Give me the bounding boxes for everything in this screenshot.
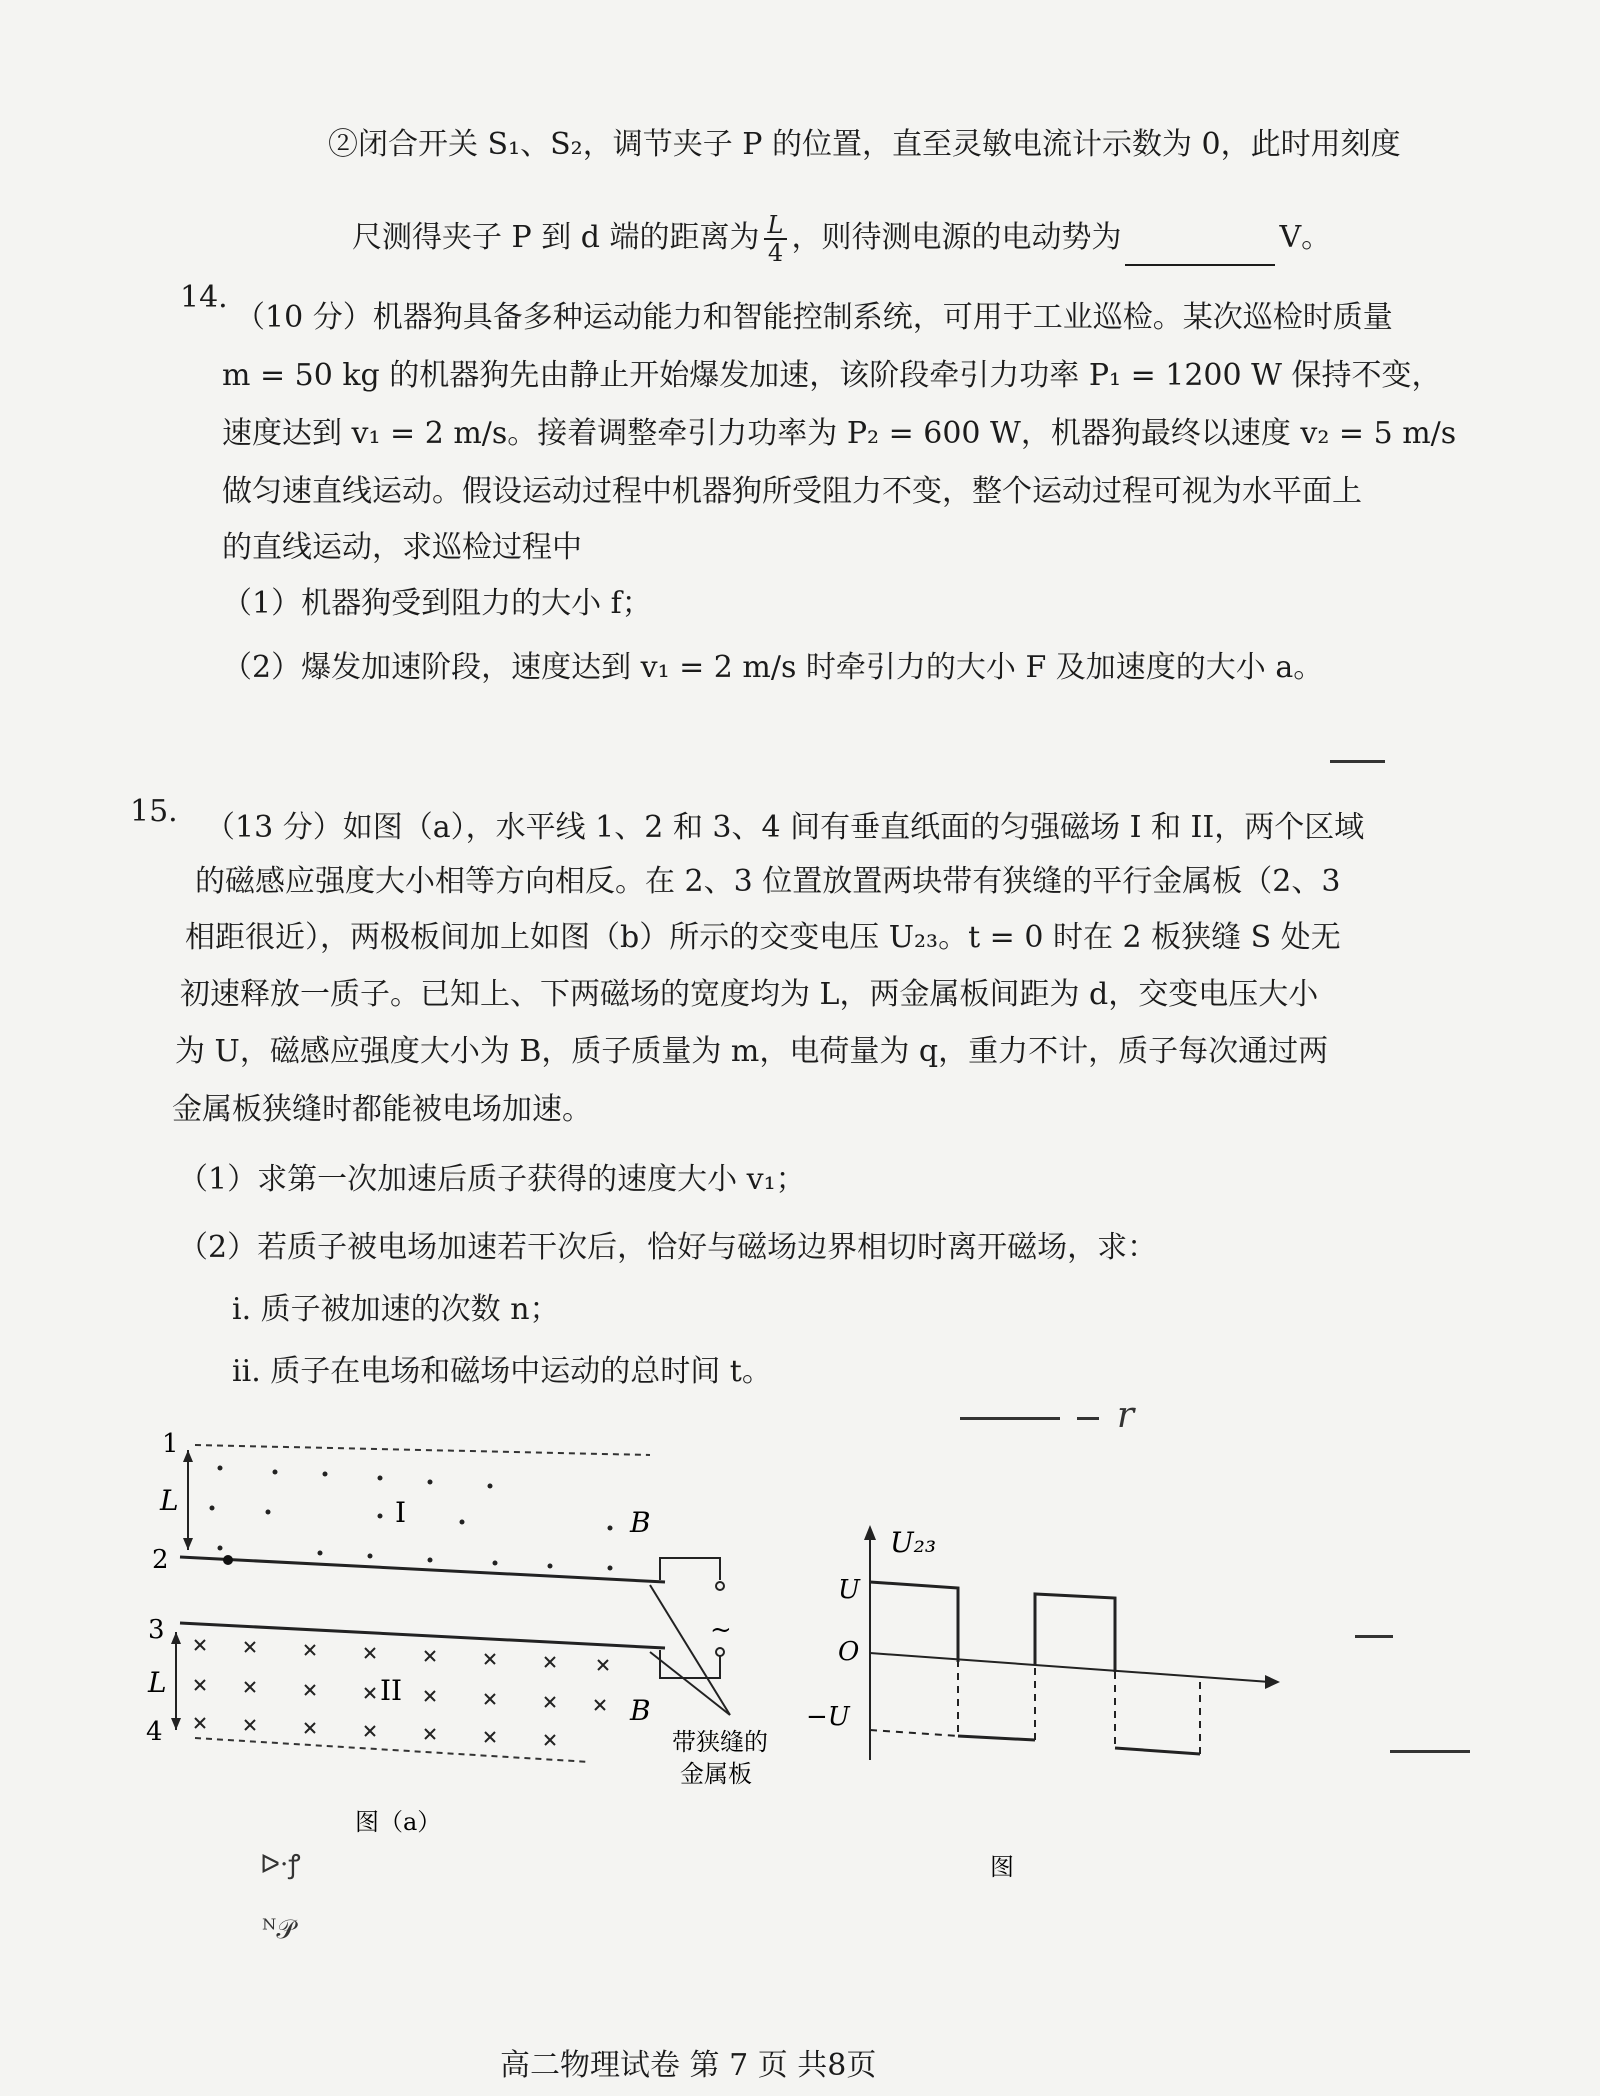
terminal-icon [716, 1648, 724, 1656]
handwritten-stroke [1077, 1417, 1099, 1420]
label-line-1: 1 [162, 1429, 179, 1459]
q13-step2-line1: ②闭合开关 S₁、S₂，调节夹子 P 的位置，直至灵敏电流计示数为 0，此时用刻度 [328, 127, 1401, 162]
handwritten-note: ᐅ·ꝭ [260, 1850, 301, 1880]
boundary-line-1 [195, 1445, 650, 1455]
plate-caption-2: 金属板 [680, 1760, 752, 1788]
handwritten-r: r [1116, 1395, 1135, 1436]
field-dots-out-of-page [210, 1466, 613, 1571]
region-ii-label: II [380, 1674, 403, 1707]
handwritten-note: ᴺ𝒫 [262, 1915, 296, 1945]
margin-dash [1355, 1635, 1393, 1638]
label-line-2: 2 [152, 1545, 169, 1575]
boundary-line-4 [195, 1738, 590, 1762]
q14-line: 的直线运动，求巡检过程中 [222, 530, 582, 565]
q15-number: 15. [130, 794, 178, 829]
x-axis [870, 1653, 1270, 1682]
q15-line: 初速释放一质子。已知上、下两磁场的宽度均为 L，两金属板间距为 d，交变电压大小 [180, 977, 1319, 1012]
page-footer: 高二物理试卷 第 7 页 共8页 [500, 2048, 877, 2083]
figure-b-caption: 图 [990, 1853, 1014, 1881]
terminal-icon [716, 1582, 724, 1590]
answer-blank[interactable] [1125, 234, 1275, 266]
q13-text-a: 尺测得夹子 P 到 d 端的距离为 [352, 220, 760, 255]
wire-top [660, 1558, 720, 1580]
figure-b-graph [790, 1510, 1310, 1890]
q13-text-b: ，则待测电源的电动势为 [791, 220, 1122, 255]
arrowhead-icon [171, 1718, 181, 1730]
neg-u-guide [870, 1730, 958, 1736]
tick-label-u: U [838, 1575, 860, 1605]
slit-s-dot [223, 1555, 233, 1565]
q15-line: 金属板狭缝时都能被电场加速。 [172, 1092, 592, 1127]
q15-part1: （1）求第一次加速后质子获得的速度大小 v₁； [178, 1162, 806, 1197]
tick-label-o: O [838, 1637, 860, 1667]
q15-part2-ii: ii. 质子在电场和磁场中运动的总时间 t。 [232, 1354, 772, 1389]
q14-line: 速度达到 v₁ = 2 m/s。接着调整牵引力功率为 P₂ = 600 W，机器狗最终以速度 v₂ = 5 m/s [222, 416, 1457, 451]
arrowhead-icon [183, 1450, 193, 1462]
q14-line: （10 分）机器狗具备多种运动能力和智能控制系统，可用于工业巡检。某次巡检时质量 [235, 300, 1393, 335]
handwritten-stroke [960, 1417, 1060, 1420]
q15-line: （13 分）如图（a），水平线 1、2 和 3、4 间有垂直纸面的匀强磁场 I 和 II，两个区域 [205, 810, 1365, 845]
figure-a-caption: 图（a） [355, 1808, 442, 1836]
margin-dash [1330, 760, 1385, 763]
q15-line: 的磁感应强度大小相等方向相反。在 2、3 位置放置两块带有狭缝的平行金属板（2、3 [195, 864, 1341, 899]
fraction-numerator: L [764, 212, 788, 240]
q14-line: m = 50 kg 的机器狗先由静止开始爆发加速，该阶段牵引力功率 P₁ = 1200 W 保持不变， [222, 358, 1442, 393]
square-wave-pulse-2 [958, 1736, 1035, 1740]
arrowhead-icon [183, 1538, 193, 1550]
q15-line: 为 U，磁感应强度大小为 B，质子质量为 m，电荷量为 q，重力不计，质子每次通过两 [175, 1034, 1329, 1069]
wire-bottom [660, 1650, 720, 1678]
q13-step2-line2 [352, 212, 1331, 266]
figure-a-diagram [140, 1420, 780, 1840]
figure-a [140, 1420, 780, 1840]
label-line-3: 3 [148, 1615, 165, 1645]
y-axis-arrow-icon [864, 1525, 876, 1540]
width-label-bottom: L [148, 1666, 167, 1699]
label-line-4: 4 [146, 1717, 163, 1747]
y-axis-label: U₂₃ [890, 1526, 937, 1559]
field-label-bottom: B [630, 1694, 651, 1727]
square-wave-pulse-3 [1035, 1594, 1115, 1672]
ac-source-symbol: ~ [710, 1615, 732, 1645]
pointer-line-plate-2 [650, 1585, 730, 1715]
fraction-denominator: 4 [767, 239, 784, 267]
q14-line: 做匀速直线运动。假设运动过程中机器狗所受阻力不变，整个运动过程可视为水平面上 [222, 474, 1362, 509]
plate-caption-1: 带狭缝的 [672, 1728, 768, 1756]
q15-part2-i: i. 质子被加速的次数 n； [232, 1292, 560, 1327]
field-label-top: B [630, 1506, 651, 1539]
square-wave-pulse-4 [1115, 1748, 1200, 1754]
metal-plate-2 [180, 1557, 665, 1582]
figure-b [790, 1510, 1310, 1890]
q14-part2: （2）爆发加速阶段，速度达到 v₁ = 2 m/s 时牵引力的大小 F 及加速度的大小 a。 [222, 650, 1324, 685]
width-label-top: L [160, 1484, 179, 1517]
fraction-l-over-4 [764, 212, 788, 266]
pointer-line-plate-3 [650, 1652, 730, 1715]
q15-line: 相距很近），两极板间加上如图（b）所示的交变电压 U₂₃。t = 0 时在 2 板狭缝 S 处无 [185, 920, 1341, 955]
region-i-label: I [395, 1496, 407, 1529]
handwritten-mark [960, 1395, 1134, 1436]
q13-unit: V。 [1279, 220, 1332, 255]
q14-part1: （1）机器狗受到阻力的大小 f； [222, 586, 652, 621]
tick-label-neg-u: −U [806, 1702, 850, 1732]
x-axis-arrow-icon [1265, 1675, 1280, 1689]
arrowhead-icon [171, 1632, 181, 1644]
q14-number: 14. [180, 280, 228, 315]
margin-dash [1390, 1750, 1470, 1753]
square-wave-pulse-1 [870, 1582, 958, 1662]
q15-part2: （2）若质子被电场加速若干次后，恰好与磁场边界相切时离开磁场，求： [178, 1230, 1158, 1265]
